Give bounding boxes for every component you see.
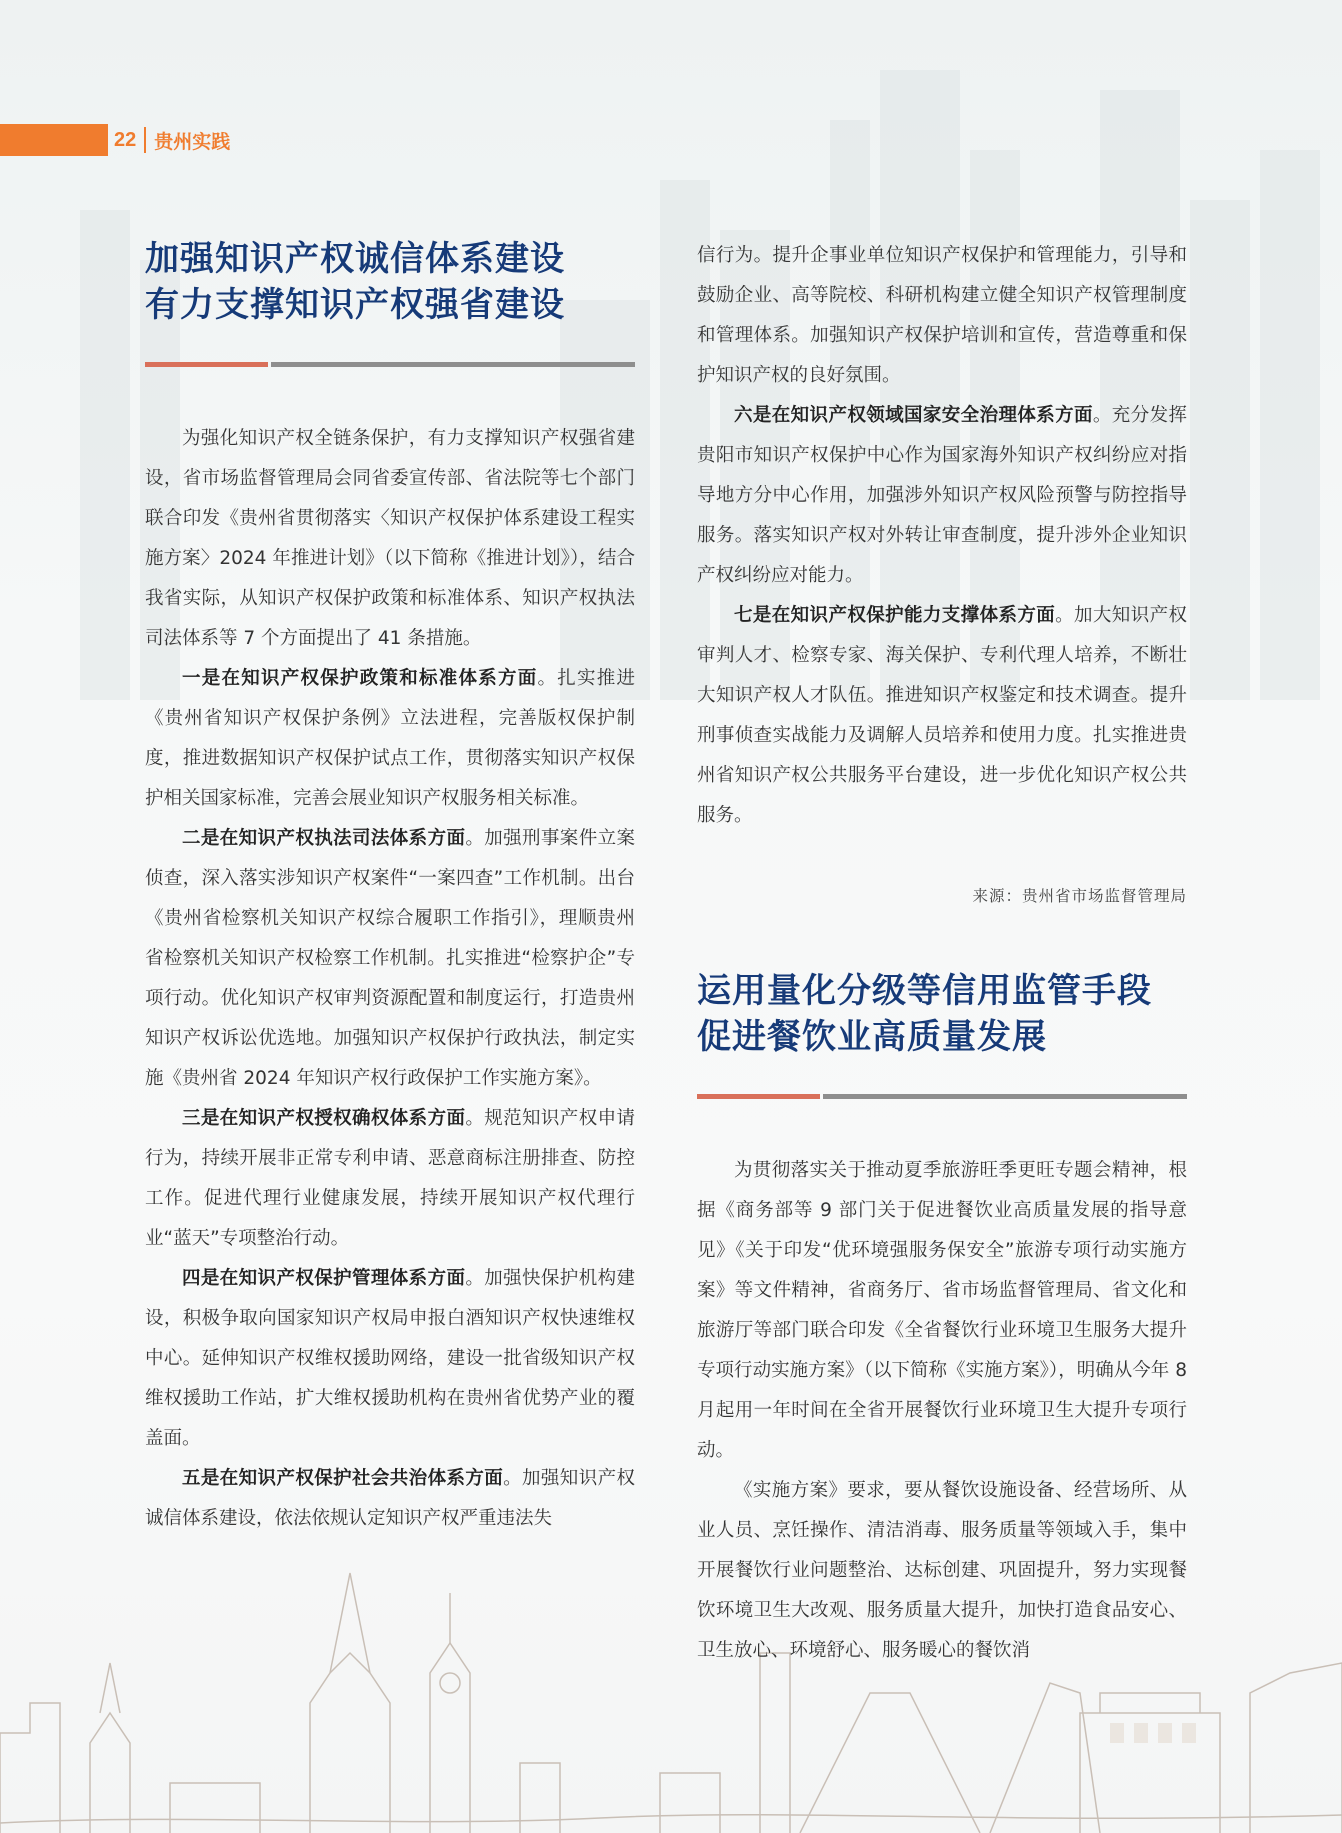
article-1-title-line-2: 有力支撑知识产权强省建设 bbox=[145, 285, 565, 325]
article-1-point bbox=[697, 596, 1187, 836]
section-name: 贵州实践 bbox=[154, 130, 231, 153]
title-rule-accent bbox=[697, 1094, 820, 1099]
page-number: 22 bbox=[114, 128, 137, 151]
article-1-title-rule bbox=[145, 362, 635, 367]
point-text: 。加强快保护机构建设，积极争取向国家知识产权局申报白酒知识产权快速维权中心。延伸知识产权维权援助网络，建设一批省级知识产权维权援助工作站，扩大维权援助机构在贵州省优势产业的覆盖面。 bbox=[145, 1268, 635, 1449]
point-lead: 四是在知识产权保护管理体系方面 bbox=[182, 1268, 466, 1289]
article-1-title-line-1: 加强知识产权诚信体系建设 bbox=[145, 239, 565, 279]
point-lead: 一是在知识产权保护政策和标准体系方面 bbox=[182, 668, 538, 689]
article-1-point bbox=[145, 819, 635, 1099]
article-1-title bbox=[145, 236, 635, 328]
title-rule-grey bbox=[271, 362, 635, 367]
title-rule-accent bbox=[145, 362, 268, 367]
point-text: 。扎实推进《贵州省知识产权保护条例》立法进程，完善版权保护制度，推进数据知识产权保护试点工作，贯彻落实知识产权保护相关国家标准，完善会展业知识产权服务相关标准。 bbox=[145, 668, 635, 809]
title-rule-grey bbox=[823, 1094, 1187, 1099]
point-lead: 七是在知识产权保护能力支撑体系方面 bbox=[734, 605, 1056, 626]
header-divider bbox=[144, 127, 146, 153]
point-text: 。加强知识产权诚信体系建设，依法依规认定知识产权严重违法失 bbox=[145, 1468, 635, 1529]
point-text: 。充分发挥贵阳市知识产权保护中心作为国家海外知识产权纠纷应对指导地方分中心作用，加强涉外知识产权风险预警与防控指导服务。落实知识产权对外转让审查制度，提升涉外企业知识产权纠纷应对能力。 bbox=[697, 405, 1187, 586]
header-accent-bar bbox=[0, 124, 108, 156]
article-2-title-rule bbox=[697, 1094, 1187, 1099]
article-1-point bbox=[145, 1099, 635, 1259]
article-2-title-line-2: 促进餐饮业高质量发展 bbox=[697, 1017, 1047, 1057]
right-column bbox=[697, 236, 1187, 1671]
point-text: 。加强刑事案件立案侦查，深入落实涉知识产权案件“一案四查”工作机制。出台《贵州省检察机关知识产权综合履职工作指引》，理顺贵州省检察机关知识产权检察工作机制。扎实推进“检察护企”专项行动。优化知识产权审判资源配置和制度运行，打造贵州知识产权诉讼优选地。加强知识产权保护行政执法，制定实施《贵州省 2024 年知识产权行政保护工作实施方案》。 bbox=[145, 828, 635, 1089]
point-text: 。规范知识产权申请行为，持续开展非正常专利申请、恶意商标注册排查、防控工作。促进代理行业健康发展，持续开展知识产权代理行业“蓝天”专项整治行动。 bbox=[145, 1108, 635, 1249]
article-1-point bbox=[145, 1459, 635, 1539]
article-2-title-line-1: 运用量化分级等信用监管手段 bbox=[697, 971, 1152, 1011]
page-header bbox=[0, 122, 230, 158]
point-text: 。加大知识产权审判人才、检察专家、海关保护、专利代理人培养，不断壮大知识产权人才队伍。推进知识产权鉴定和技术调查。提升刑事侦查实战能力及调解人员培养和使用力度。扎实推进贵州省知识产权公共服务平台建设，进一步优化知识产权公共服务。 bbox=[697, 605, 1187, 826]
point-lead: 三是在知识产权授权确权体系方面 bbox=[182, 1108, 466, 1129]
article-2-title bbox=[697, 968, 1187, 1060]
point-lead: 二是在知识产权执法司法体系方面 bbox=[182, 828, 466, 849]
article-1-continuation: 信行为。提升企事业单位知识产权保护和管理能力，引导和鼓励企业、高等院校、科研机构建立健全知识产权管理制度和管理体系。加强知识产权保护培训和宣传，营造尊重和保护知识产权的良好氛围。 bbox=[697, 245, 1187, 386]
left-column bbox=[145, 236, 635, 1539]
point-lead: 六是在知识产权领域国家安全治理体系方面 bbox=[734, 405, 1093, 426]
point-lead: 五是在知识产权保护社会共治体系方面 bbox=[182, 1468, 504, 1489]
article-1-point bbox=[145, 1259, 635, 1459]
article-1-intro: 为强化知识产权全链条保护，有力支撑知识产权强省建设，省市场监督管理局会同省委宣传部、省法院等七个部门联合印发《贵州省贯彻落实〈知识产权保护体系建设工程实施方案〉2024 年推进计划》（以下简称《推进计划》），结合我省实际，从知识产权保护政策和标准体系、知识产权执法司法体系等 7 个方面提出了 41 条措施。 bbox=[145, 428, 635, 649]
article-2-paragraph: 为贯彻落实关于推动夏季旅游旺季更旺专题会精神，根据《商务部等 9 部门关于促进餐饮业高质量发展的指导意见》《关于印发“优环境强服务保安全”旅游专项行动实施方案》等文件精神，省商务厅、省市场监督管理局、省文化和旅游厅等部门联合印发《全省餐饮行业环境卫生服务大提升专项行动实施方案》（以下简称《实施方案》），明确从今年 8 月起用一年时间在全省开展餐饮行业环境卫生大提升专项行动。 bbox=[697, 1160, 1187, 1461]
article-2-paragraph: 《实施方案》要求，要从餐饮设施设备、经营场所、从业人员、烹饪操作、清洁消毒、服务质量等领域入手，集中开展餐饮行业问题整治、达标创建、巩固提升，努力实现餐饮环境卫生大改观、服务质量大提升，加快打造食品安心、卫生放心、环境舒心、服务暖心的餐饮消 bbox=[697, 1480, 1187, 1661]
article-1-source: 来源：贵州省市场监督管理局 bbox=[972, 887, 1187, 905]
article-1-point bbox=[145, 659, 635, 819]
article-1-point bbox=[697, 396, 1187, 596]
